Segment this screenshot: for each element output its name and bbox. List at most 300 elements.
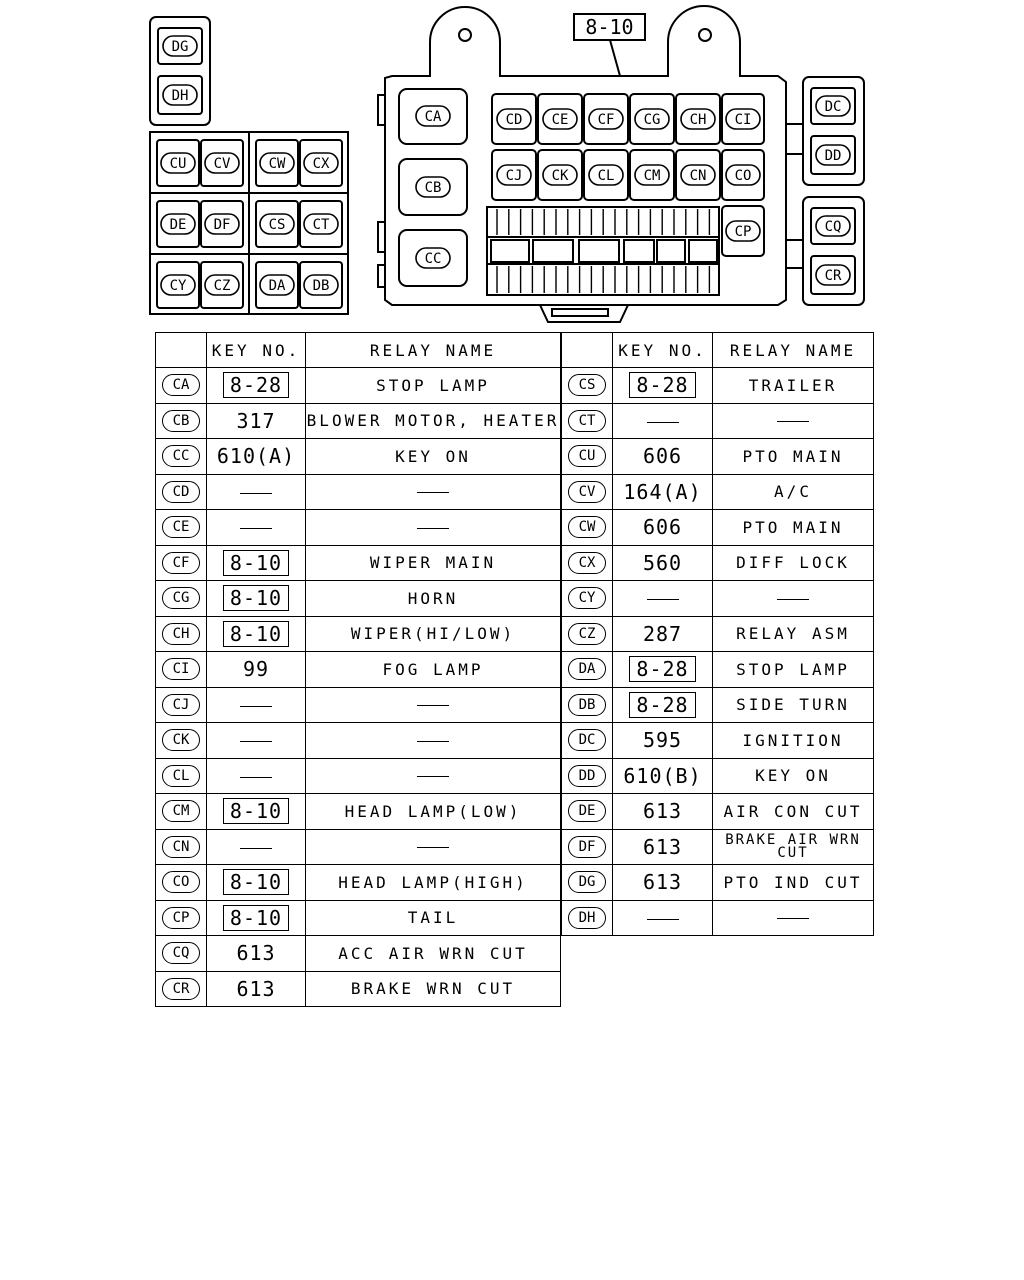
relay-code-cell bbox=[562, 865, 613, 901]
relay-code: CF bbox=[162, 552, 200, 574]
key-no-cell bbox=[207, 652, 306, 688]
relay-code: CH bbox=[162, 623, 200, 645]
table-row bbox=[562, 581, 874, 617]
relay-code-cell bbox=[156, 439, 207, 475]
connector-label: CT bbox=[312, 217, 330, 233]
relay-code-cell bbox=[156, 545, 207, 581]
connector-label: CW bbox=[268, 156, 286, 172]
connector-cu bbox=[161, 153, 195, 173]
relay-layout-diagram bbox=[0, 0, 1024, 330]
top-ref-box bbox=[574, 14, 645, 40]
relay-name-cell bbox=[306, 403, 561, 439]
key-no-cell bbox=[613, 829, 713, 865]
relay-name: BRAKE AIR WRN CUT bbox=[725, 831, 861, 861]
table-row bbox=[562, 723, 874, 759]
relay-name-cell bbox=[306, 439, 561, 475]
relay-code-cell bbox=[156, 829, 207, 865]
table-row bbox=[156, 794, 561, 830]
key-no-cell bbox=[207, 758, 306, 794]
key-no-cell bbox=[613, 758, 713, 794]
connector-label: CE bbox=[551, 112, 569, 128]
key-no: 8-10 bbox=[223, 550, 289, 576]
key-no-cell bbox=[207, 936, 306, 972]
connector-label: CX bbox=[312, 156, 330, 172]
relay-name: TAIL bbox=[407, 908, 459, 928]
connector-label: CS bbox=[268, 217, 286, 233]
key-no: 595 bbox=[642, 728, 683, 753]
relay-code-cell bbox=[156, 794, 207, 830]
connector-label: CA bbox=[424, 109, 442, 125]
relay-code-cell bbox=[562, 794, 613, 830]
empty-dash bbox=[240, 777, 272, 778]
relay-code: CL bbox=[162, 765, 200, 787]
key-no-cell bbox=[207, 439, 306, 475]
empty-dash bbox=[777, 421, 809, 422]
table-row bbox=[156, 900, 561, 936]
key-no-cell bbox=[207, 510, 306, 546]
key-no: 613 bbox=[642, 870, 683, 895]
key-no-cell bbox=[207, 616, 306, 652]
relay-name: TRAILER bbox=[748, 375, 838, 395]
relay-name: HEAD LAMP(HIGH) bbox=[338, 872, 528, 892]
relay-code-cell bbox=[562, 510, 613, 546]
table-row bbox=[562, 439, 874, 475]
relay-name: WIPER MAIN bbox=[369, 553, 497, 573]
key-no: 613 bbox=[642, 799, 683, 824]
relay-name-cell bbox=[713, 865, 874, 901]
key-no: 8-28 bbox=[223, 372, 289, 398]
relay-name: IGNITION bbox=[742, 730, 844, 750]
table-row bbox=[562, 510, 874, 546]
empty-dash bbox=[240, 741, 272, 742]
relay-code: CA bbox=[162, 374, 200, 396]
table-row bbox=[562, 829, 874, 865]
relay-name: PTO IND CUT bbox=[723, 872, 863, 892]
relay-code-cell bbox=[562, 545, 613, 581]
connector-cy bbox=[161, 275, 195, 295]
key-no: 99 bbox=[242, 657, 270, 682]
relay-code: CT bbox=[568, 410, 606, 432]
key-no-cell bbox=[613, 687, 713, 723]
relay-name: KEY ON bbox=[755, 766, 831, 786]
relay-table-left bbox=[155, 332, 561, 1007]
key-no: 8-10 bbox=[223, 798, 289, 824]
key-no: 8-28 bbox=[629, 372, 695, 398]
relay-code: CW bbox=[568, 516, 606, 538]
table-row bbox=[156, 403, 561, 439]
key-no-cell bbox=[207, 971, 306, 1007]
relay-name-cell bbox=[713, 616, 874, 652]
empty-dash bbox=[647, 422, 679, 423]
empty-dash bbox=[417, 492, 449, 493]
empty-dash bbox=[647, 599, 679, 600]
relay-name-cell bbox=[306, 581, 561, 617]
header-key-no: KEY NO. bbox=[613, 333, 713, 368]
relay-code: CU bbox=[568, 445, 606, 467]
key-no-cell bbox=[207, 723, 306, 759]
empty-dash bbox=[417, 776, 449, 777]
relay-name-cell bbox=[306, 368, 561, 404]
relay-code: CY bbox=[568, 587, 606, 609]
key-no: 164(A) bbox=[623, 479, 702, 504]
relay-code-cell bbox=[156, 723, 207, 759]
relay-code: CS bbox=[568, 374, 606, 396]
header-relay-name: RELAY NAME bbox=[713, 333, 874, 368]
connector-label: DF bbox=[213, 217, 231, 233]
relay-code: CQ bbox=[162, 942, 200, 964]
connector-label: CN bbox=[689, 168, 707, 184]
connector-co bbox=[726, 165, 760, 185]
relay-code-cell bbox=[562, 403, 613, 439]
relay-name-cell bbox=[713, 439, 874, 475]
empty-dash bbox=[240, 848, 272, 849]
relay-name: PTO MAIN bbox=[742, 446, 844, 466]
key-no: 610(B) bbox=[623, 763, 702, 788]
connector-label: CY bbox=[169, 278, 187, 294]
relay-code: DA bbox=[568, 658, 606, 680]
relay-code: CZ bbox=[568, 623, 606, 645]
relay-code-cell bbox=[562, 900, 613, 936]
relay-code-cell bbox=[156, 936, 207, 972]
relay-code: DE bbox=[568, 800, 606, 822]
relay-code: CK bbox=[162, 729, 200, 751]
connector-label: CL bbox=[597, 168, 615, 184]
relay-name: PTO MAIN bbox=[742, 517, 844, 537]
table-row bbox=[562, 403, 874, 439]
relay-name-cell bbox=[713, 652, 874, 688]
connector-cw bbox=[260, 153, 294, 173]
connector-ce bbox=[543, 109, 577, 129]
table-row bbox=[562, 545, 874, 581]
relay-code-cell bbox=[562, 616, 613, 652]
table-row bbox=[562, 687, 874, 723]
table-row bbox=[562, 758, 874, 794]
connector-cb bbox=[416, 177, 450, 197]
relay-code: CM bbox=[162, 800, 200, 822]
connector-label: CU bbox=[169, 156, 187, 172]
relay-code: CN bbox=[162, 836, 200, 858]
relay-code: DC bbox=[568, 729, 606, 751]
table-row bbox=[562, 794, 874, 830]
relay-code: DG bbox=[568, 871, 606, 893]
relay-code: DB bbox=[568, 694, 606, 716]
relay-code: CB bbox=[162, 410, 200, 432]
connector-label: CF bbox=[597, 112, 615, 128]
connector-cd bbox=[497, 109, 531, 129]
relay-code: CG bbox=[162, 587, 200, 609]
header-blank bbox=[156, 333, 207, 368]
connector-label: CP bbox=[734, 224, 752, 240]
relay-code-cell bbox=[562, 829, 613, 865]
relay-code-cell bbox=[562, 474, 613, 510]
relay-code: CE bbox=[162, 516, 200, 538]
key-no-cell bbox=[613, 723, 713, 759]
key-no-cell bbox=[613, 794, 713, 830]
key-no-cell bbox=[613, 652, 713, 688]
connector-label: CQ bbox=[824, 219, 842, 235]
relay-name: STOP LAMP bbox=[736, 659, 850, 679]
relay-table-right bbox=[561, 332, 874, 936]
header-key-no: KEY NO. bbox=[207, 333, 306, 368]
relay-name-cell bbox=[713, 900, 874, 936]
key-no-cell bbox=[613, 510, 713, 546]
key-no: 8-28 bbox=[629, 656, 695, 682]
connector-label: DH bbox=[171, 88, 189, 104]
key-no-cell bbox=[613, 900, 713, 936]
key-no: 8-10 bbox=[223, 621, 289, 647]
relay-name-cell bbox=[306, 652, 561, 688]
relay-name: KEY ON bbox=[395, 446, 471, 466]
connector-ch bbox=[681, 109, 715, 129]
key-no-cell bbox=[613, 865, 713, 901]
table-row bbox=[156, 616, 561, 652]
connector-label: CM bbox=[643, 168, 661, 184]
connector-label: CK bbox=[551, 168, 569, 184]
table-header-row bbox=[156, 333, 561, 368]
relay-name-cell bbox=[713, 474, 874, 510]
empty-dash bbox=[240, 493, 272, 494]
connector-label: DB bbox=[312, 278, 330, 294]
relay-code: CX bbox=[568, 552, 606, 574]
connector-cx bbox=[304, 153, 338, 173]
relay-name: RELAY ASM bbox=[736, 624, 850, 644]
relay-code: CJ bbox=[162, 694, 200, 716]
key-no-cell bbox=[613, 403, 713, 439]
relay-code-cell bbox=[156, 474, 207, 510]
connector-label: CJ bbox=[505, 168, 523, 184]
relay-name: HEAD LAMP(LOW) bbox=[344, 801, 522, 821]
key-no-cell bbox=[207, 865, 306, 901]
connector-label: DC bbox=[824, 99, 842, 115]
empty-dash bbox=[417, 847, 449, 848]
connector-label: CB bbox=[424, 180, 442, 196]
connector-cf bbox=[589, 109, 623, 129]
relay-code-cell bbox=[562, 581, 613, 617]
relay-code: CD bbox=[162, 481, 200, 503]
relay-name: HORN bbox=[407, 588, 459, 608]
relay-name: WIPER(HI/LOW) bbox=[350, 624, 516, 644]
connector-cr bbox=[816, 265, 850, 285]
table-row bbox=[562, 865, 874, 901]
key-no: 8-10 bbox=[223, 869, 289, 895]
relay-code: CV bbox=[568, 481, 606, 503]
table-row bbox=[156, 581, 561, 617]
connector-dh bbox=[163, 85, 197, 105]
relay-name-cell bbox=[306, 758, 561, 794]
table-row bbox=[562, 652, 874, 688]
connector-cq bbox=[816, 216, 850, 236]
relay-name: BRAKE WRN CUT bbox=[350, 979, 516, 999]
relay-name: FOG LAMP bbox=[382, 659, 484, 679]
relay-code: CI bbox=[162, 658, 200, 680]
connector-label: CR bbox=[824, 268, 842, 284]
relay-name-cell bbox=[306, 723, 561, 759]
key-no-cell bbox=[613, 581, 713, 617]
empty-dash bbox=[417, 705, 449, 706]
relay-code-cell bbox=[562, 368, 613, 404]
relay-code: DD bbox=[568, 765, 606, 787]
table-row bbox=[156, 723, 561, 759]
relay-code: DF bbox=[568, 836, 606, 858]
key-no: 8-28 bbox=[629, 692, 695, 718]
header-relay-name: RELAY NAME bbox=[306, 333, 561, 368]
key-no-cell bbox=[207, 403, 306, 439]
empty-dash bbox=[647, 919, 679, 920]
relay-name-cell bbox=[713, 794, 874, 830]
connector-cn bbox=[681, 165, 715, 185]
relay-name-cell bbox=[306, 829, 561, 865]
key-no-cell bbox=[207, 545, 306, 581]
connector-label: CI bbox=[734, 112, 752, 128]
empty-dash bbox=[777, 599, 809, 600]
relay-name-cell bbox=[306, 794, 561, 830]
table-row bbox=[156, 439, 561, 475]
relay-name-cell bbox=[713, 829, 874, 865]
connector-label: DA bbox=[268, 278, 286, 294]
connector-label: CC bbox=[424, 251, 442, 267]
relay-code-cell bbox=[156, 616, 207, 652]
connector-ck bbox=[543, 165, 577, 185]
connector-cc bbox=[416, 248, 450, 268]
relay-code-cell bbox=[156, 510, 207, 546]
key-no: 317 bbox=[236, 408, 276, 433]
relay-name: BLOWER MOTOR, HEATER bbox=[306, 411, 560, 431]
key-no: 287 bbox=[642, 621, 683, 646]
table-row bbox=[562, 474, 874, 510]
key-no-cell bbox=[613, 439, 713, 475]
empty-dash bbox=[417, 741, 449, 742]
connector-dg bbox=[163, 36, 197, 56]
relay-code-cell bbox=[156, 865, 207, 901]
key-no: 8-10 bbox=[223, 585, 289, 611]
key-no-cell bbox=[207, 900, 306, 936]
empty-dash bbox=[240, 706, 272, 707]
table-row bbox=[156, 545, 561, 581]
relay-code-cell bbox=[562, 687, 613, 723]
relay-name-cell bbox=[306, 865, 561, 901]
connector-cz bbox=[205, 275, 239, 295]
relay-code-cell bbox=[156, 758, 207, 794]
key-no: 606 bbox=[642, 515, 683, 540]
table-row bbox=[156, 474, 561, 510]
relay-name: STOP LAMP bbox=[376, 375, 490, 395]
relay-name-cell bbox=[306, 510, 561, 546]
connector-cm bbox=[635, 165, 669, 185]
empty-dash bbox=[777, 918, 809, 919]
relay-name-cell bbox=[713, 545, 874, 581]
relay-code: DH bbox=[568, 907, 606, 929]
header-blank bbox=[562, 333, 613, 368]
relay-code-cell bbox=[156, 652, 207, 688]
relay-name-cell bbox=[713, 581, 874, 617]
relay-name-cell bbox=[306, 687, 561, 723]
key-no: 613 bbox=[236, 976, 276, 1001]
key-no-cell bbox=[613, 368, 713, 404]
relay-code-cell bbox=[156, 687, 207, 723]
connector-cp bbox=[726, 221, 760, 241]
key-no: 613 bbox=[642, 834, 683, 859]
relay-name: SIDE TURN bbox=[736, 695, 850, 715]
relay-code-cell bbox=[156, 971, 207, 1007]
key-no-cell bbox=[207, 368, 306, 404]
connector-da bbox=[260, 275, 294, 295]
relay-code-cell bbox=[156, 581, 207, 617]
relay-name: ACC AIR WRN CUT bbox=[338, 943, 528, 963]
connector-db bbox=[304, 275, 338, 295]
relay-name-cell bbox=[713, 510, 874, 546]
relay-name-cell bbox=[713, 758, 874, 794]
connector-ca bbox=[416, 106, 450, 126]
connector-cv bbox=[205, 153, 239, 173]
key-no-cell bbox=[207, 687, 306, 723]
connector-label: DG bbox=[171, 39, 189, 55]
table-row bbox=[156, 829, 561, 865]
relay-code-cell bbox=[562, 652, 613, 688]
relay-name: DIFF LOCK bbox=[736, 553, 850, 573]
key-no: 8-10 bbox=[223, 905, 289, 931]
top-ref-text: 8-10 bbox=[585, 15, 634, 39]
relay-name-cell bbox=[306, 900, 561, 936]
connector-dc bbox=[816, 96, 850, 116]
relay-code-cell bbox=[156, 900, 207, 936]
table-header-row bbox=[562, 333, 874, 368]
key-no: 613 bbox=[236, 941, 276, 966]
relay-name-cell bbox=[306, 545, 561, 581]
connector-label: CV bbox=[213, 156, 231, 172]
table-row bbox=[156, 758, 561, 794]
relay-code-cell bbox=[562, 758, 613, 794]
relay-name-cell bbox=[306, 474, 561, 510]
relay-name-cell bbox=[713, 368, 874, 404]
relay-name-cell bbox=[713, 687, 874, 723]
relay-name-cell bbox=[306, 936, 561, 972]
key-no: 606 bbox=[642, 444, 683, 469]
relay-code-cell bbox=[562, 723, 613, 759]
connector-cl bbox=[589, 165, 623, 185]
key-no-cell bbox=[207, 794, 306, 830]
connector-dd bbox=[816, 145, 850, 165]
relay-code-cell bbox=[156, 403, 207, 439]
relay-code: CO bbox=[162, 871, 200, 893]
key-no-cell bbox=[207, 474, 306, 510]
table-row bbox=[562, 616, 874, 652]
connector-label: CZ bbox=[213, 278, 231, 294]
connector-label: DD bbox=[824, 148, 842, 164]
relay-name-cell bbox=[713, 723, 874, 759]
key-no-cell bbox=[207, 581, 306, 617]
empty-dash bbox=[240, 528, 272, 529]
key-no: 560 bbox=[642, 550, 683, 575]
table-row bbox=[156, 652, 561, 688]
table-row bbox=[562, 900, 874, 936]
relay-code: CP bbox=[162, 907, 200, 929]
relay-code: CR bbox=[162, 978, 200, 1000]
table-row bbox=[156, 936, 561, 972]
relay-name: A/C bbox=[774, 482, 812, 502]
relay-name: AIR CON CUT bbox=[723, 801, 863, 821]
empty-dash bbox=[417, 528, 449, 529]
relay-code: CC bbox=[162, 445, 200, 467]
table-row bbox=[156, 687, 561, 723]
key-no-cell bbox=[613, 545, 713, 581]
relay-name-cell bbox=[306, 616, 561, 652]
connector-label: CO bbox=[734, 168, 752, 184]
connector-ct bbox=[304, 214, 338, 234]
key-no-cell bbox=[613, 474, 713, 510]
relay-code-cell bbox=[562, 439, 613, 475]
relay-name-cell bbox=[306, 971, 561, 1007]
connector-df bbox=[205, 214, 239, 234]
